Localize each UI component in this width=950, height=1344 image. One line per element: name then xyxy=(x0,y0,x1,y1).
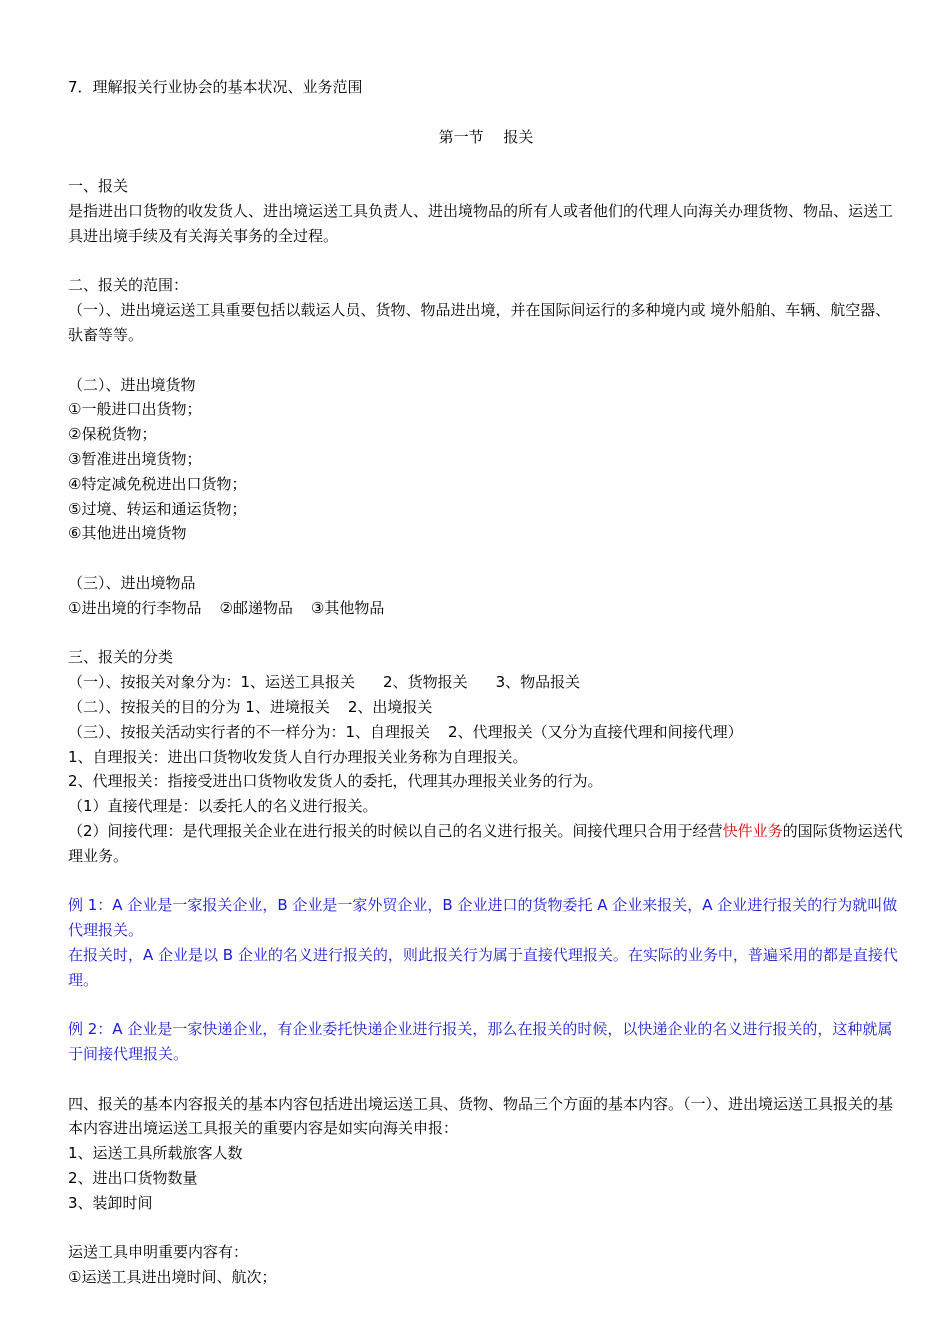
articles-item: ③其他物品 xyxy=(310,598,385,617)
articles-heading: （三）、进出境物品 xyxy=(68,573,196,592)
self-declaration-definition: 1、自理报关：进出口货物收发货人自行办理报关业务称为自理报关。 xyxy=(68,747,528,766)
section-2-heading: 二、报关的范围： xyxy=(68,276,189,295)
goods-list-item: ⑤过境、转运和通运货物； xyxy=(68,499,247,518)
example-1-followup: 在报关时，A 企业是以 B 企业的名义进行报关的，则此报关行为属于直接代理报关。在实际的业务中，普遍采用的都是直接代理。 xyxy=(68,945,898,989)
section-1-body: 是指进出口货物的收发货人、进出境运送工具负责人、进出境物品的所有人或者他们的代理人向海关办理货物、物品、运送工具进出境手续及有关海关事务的全过程。 xyxy=(68,201,894,245)
articles-list xyxy=(68,596,904,621)
declaration-list-item: 3、装卸时间 xyxy=(68,1193,153,1212)
classification-text: 2、货物报关 xyxy=(383,673,468,692)
goods-list-item: ⑥其他进出境货物 xyxy=(68,524,187,543)
section-title: 第一节 报关 xyxy=(438,127,534,146)
goods-list-item: ②保税货物； xyxy=(68,425,157,444)
objective-item: 7．理解报关行业协会的基本状况、业务范围 xyxy=(68,78,363,96)
declaration-list-item: 2、进出口货物数量 xyxy=(68,1169,198,1188)
classification-text: （二）、按报关的目的分为 1、进境报关 xyxy=(68,697,330,716)
section-4-body: 四、报关的基本内容报关的基本内容包括进出境运送工具、货物、物品三个方面的基本内容。（一）、进出境运送工具报关的基本内容进出境运送工具报关的重要内容是如实向海关申报： xyxy=(68,1094,894,1138)
express-business-highlight: 快件业务 xyxy=(722,821,783,840)
indirect-agent-text: 的国际货物运送代理业务。 xyxy=(68,821,903,865)
goods-list-item: ④特定减免税进出口货物； xyxy=(68,474,247,493)
classification-text: 2、出境报关 xyxy=(347,697,433,716)
classification-text: （一）、按报关对象分为：1、运送工具报关 xyxy=(68,673,356,692)
example-1-paragraph: 例 1：A 企业是一家报关企业，B 企业是一家外贸企业，B 企业进口的货物委托 A 企业来报关，A 企业进行报关的行为就叫做代理报关。 xyxy=(68,896,898,940)
goods-list-item: ①一般进口出货物； xyxy=(68,400,202,419)
classification-text: 3、物品报关 xyxy=(495,673,581,692)
classification-by-actor xyxy=(68,720,904,745)
declaration-list-item: 1、运送工具所载旅客人数 xyxy=(68,1144,243,1163)
document-body xyxy=(68,75,904,1290)
example-2-paragraph: 例 2：A 企业是一家快递企业，有企业委托快递企业进行报关，那么在报关的时候，以快递企业的名义进行报关的，这种就属于间接代理报关。 xyxy=(68,1020,893,1064)
indirect-agent-text: （2）间接代理：是代理报关企业在进行报关的时候以自己的名义进行报关。间接代理只合用于经营 xyxy=(68,821,723,840)
transport-scope-paragraph: （一）、进出境运送工具重要包括以载运人员、货物、物品进出境，并在国际间运行的多种境内或 境外船舶、车辆、航空器、驮畜等等。 xyxy=(68,301,891,344)
agent-declaration-definition: 2、代理报关：指接受进出口货物收发货人的委托，代理其办理报关业务的行为。 xyxy=(68,772,603,791)
transport-declaration-heading: 运送工具申明重要内容有： xyxy=(68,1243,249,1262)
articles-item: ①进出境的行李物品 xyxy=(68,598,202,617)
classification-text: 2、代理报关（又分为直接代理和间接代理） xyxy=(448,722,743,741)
transport-declaration-item: ①运送工具进出境时间、航次； xyxy=(68,1268,277,1287)
indirect-agent-definition xyxy=(68,819,904,869)
goods-list-item: ③暂准进出境货物； xyxy=(68,449,202,468)
classification-by-object xyxy=(68,670,904,695)
classification-text: （三）、按报关活动实行者的不一样分为：1、自理报关 xyxy=(68,722,431,741)
articles-item: ②邮递物品 xyxy=(219,598,293,617)
section-3-heading: 三、报关的分类 xyxy=(68,648,174,667)
classification-by-purpose xyxy=(68,695,904,720)
direct-agent-definition: （1）直接代理是：以委托人的名义进行报关。 xyxy=(68,797,378,816)
section-1-heading: 一、报关 xyxy=(68,177,129,196)
goods-heading: （二）、进出境货物 xyxy=(68,375,196,394)
